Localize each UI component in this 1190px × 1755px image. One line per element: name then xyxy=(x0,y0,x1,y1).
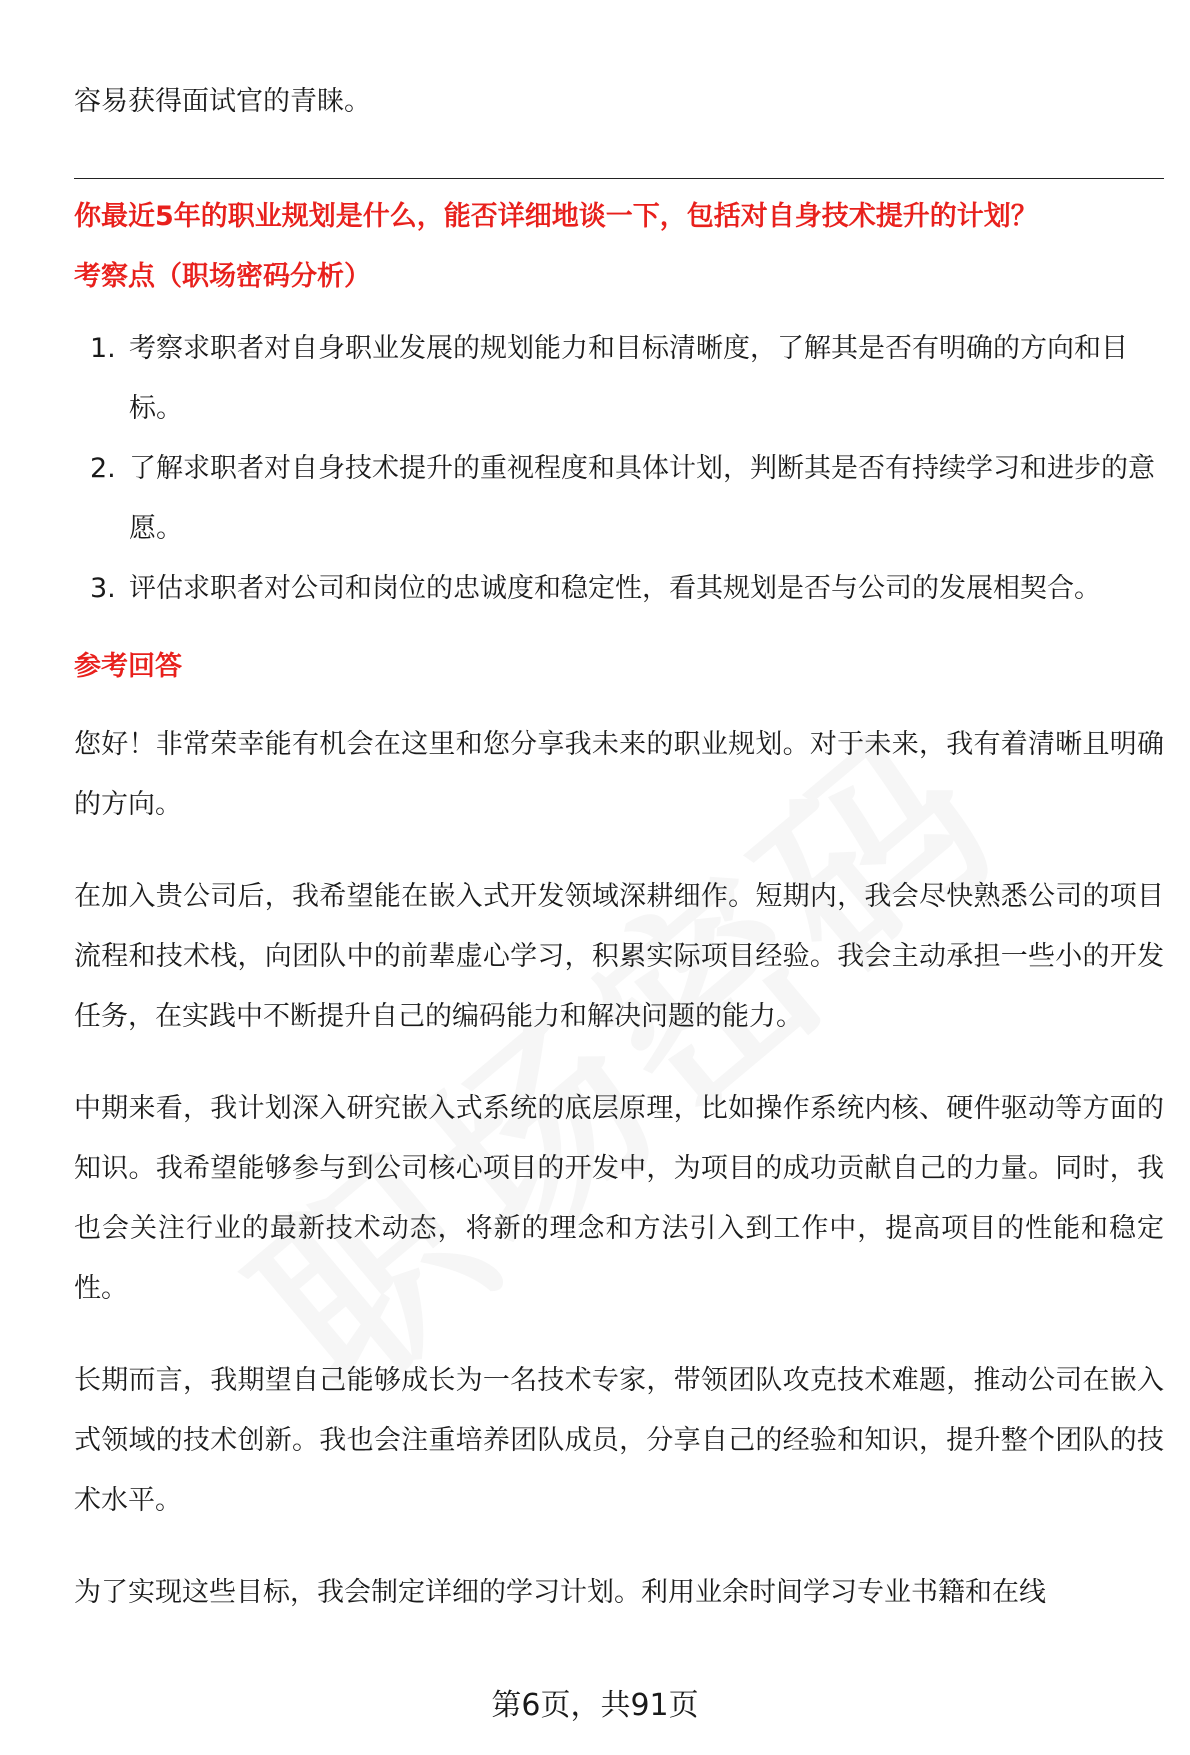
answer-paragraph: 您好！非常荣幸能有机会在这里和您分享我未来的职业规划。对于未来，我有着清晰且明确的方向。 xyxy=(74,729,1164,820)
analysis-heading: 考察点（职场密码分析） xyxy=(74,261,371,292)
answer-heading: 参考回答 xyxy=(74,651,182,682)
point-text: 评估求职者对公司和岗位的忠诚度和稳定性，看其规划是否与公司的发展相契合。 xyxy=(129,573,1101,604)
answer-paragraph: 中期来看，我计划深入研究嵌入式系统的底层原理，比如操作系统内核、硬件驱动等方面的知识。我希望能够参与到公司核心项目的开发中，为项目的成功贡献自己的力量。同时，我也会关注行业的最新技术动态，将新的理念和方法引入到工作中，提高项目的性能和稳定性。 xyxy=(74,1093,1164,1304)
question-heading: 你最近5年的职业规划是什么，能否详细地谈一下，包括对自身技术提升的计划？ xyxy=(74,201,1038,232)
point-number: 2. xyxy=(90,453,116,484)
analysis-point xyxy=(74,439,1164,559)
page-number-footer: 第6页，共91页 xyxy=(491,1688,699,1723)
point-number: 3. xyxy=(90,573,116,604)
intro-tail-text: 容易获得面试官的青睐。 xyxy=(74,86,371,117)
point-text: 了解求职者对自身技术提升的重视程度和具体计划，判断其是否有持续学习和进步的意愿。 xyxy=(129,453,1155,544)
point-text: 考察求职者对自身职业发展的规划能力和目标清晰度，了解其是否有明确的方向和目标。 xyxy=(129,333,1128,424)
document-content xyxy=(74,72,1164,1655)
answer-paragraph: 在加入贵公司后，我希望能在嵌入式开发领域深耕细作。短期内，我会尽快熟悉公司的项目流程和技术栈，向团队中的前辈虚心学习，积累实际项目经验。我会主动承担一些小的开发任务，在实践中不断提升自己的编码能力和解决问题的能力。 xyxy=(74,881,1164,1032)
point-number: 1. xyxy=(90,333,116,364)
section-divider xyxy=(74,178,1164,179)
analysis-points-list xyxy=(74,319,1164,619)
answer-paragraph: 长期而言，我期望自己能够成长为一名技术专家，带领团队攻克技术难题，推动公司在嵌入式领域的技术创新。我也会注重培养团队成员，分享自己的经验和知识，提升整个团队的技术水平。 xyxy=(74,1365,1164,1516)
analysis-point xyxy=(74,319,1164,439)
answer-paragraph: 为了实现这些目标，我会制定详细的学习计划。利用业余时间学习专业书籍和在线 xyxy=(74,1577,1046,1608)
analysis-point xyxy=(74,559,1164,619)
